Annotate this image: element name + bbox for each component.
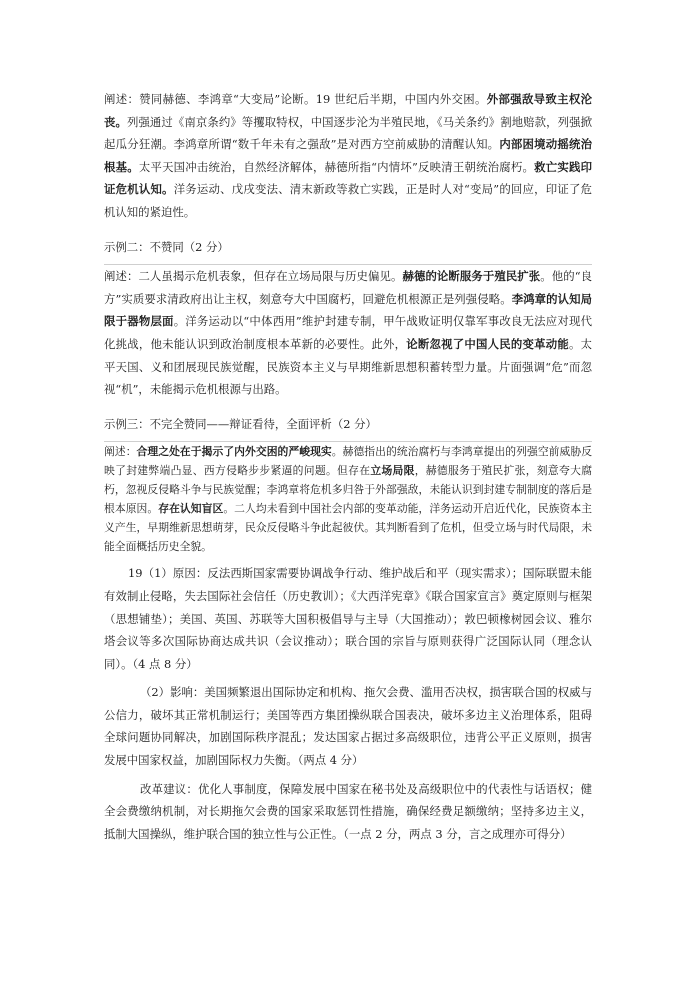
example-3-explanation: [104, 442, 592, 556]
text-run: 洋务运动、戊戌变法、清末新政等救亡实践，正是时人对“变局”的回应，印证了危机认知的紧迫性。: [104, 182, 592, 219]
example-3-heading: 示例三：不完全赞同——辩证看待，全面评析（2 分）: [104, 416, 377, 431]
key-point: 论断忽视了中国人民的变革动能: [406, 336, 569, 351]
example-1-explanation: [104, 88, 592, 224]
text-run: 。太平天国、义和团展现民族觉醒，民族资本主义与早期维新思想积蓄转型力量。片面强调“危”而忽视“机”，未能揭示危机根源与出路。: [104, 336, 592, 397]
q19-part1-answer: 19（1）原因：反法西斯国家需要协调战争行动、维护战后和平（现实需求）；国际联盟未能有效制止侵略，失去国际社会信任（历史教训）；《大西洋宪章》《联合国家宣言》奠定原则与框架（思想铺垫）；美国、英国、苏联等大国积极倡导与主导（大国推动）；敦巴顿橡树园会议、雅尔塔会议等多次国际协商达成共识（会议推动）；联合国的宗旨与原则获得广泛国际认同（理念认同）。（4 点 8 分）: [104, 566, 592, 671]
text-run: 太平天国冲击统治，自然经济解体，赫德所指“内情坏”反映清王朝统治腐朽。: [138, 159, 535, 174]
q19-part2-answer: （2）影响：美国频繁退出国际协定和机构、拖欠会费、滥用否决权，损害联合国的权威与公信力，破坏其正常机制运行；美国等西方集团操纵联合国表决，破坏多边主义治理体系，阻碍全球问题协同解决，加剧国际秩序混乱；发达国家占据过多高级职位，违背公平正义原则，损害发展中国家权益，加剧国际权力失衡。（两点 4 分）: [104, 685, 592, 768]
key-point: 内部困境动摇统治根基。: [104, 137, 592, 174]
text-run: 。二人均未看到中国社会内部的变革动能，洋务运动开启近代化，民族资本主义产生，早期维新思想萌芽，民众反侵略斗争此起彼伏。其判断看到了危机，但受立场与时代局限，未能全面概括历史全貌。: [104, 502, 593, 554]
text-run: 。赫德指出的统治腐朽与李鸿章提出的列强空前威胁反映了封建弊端凸显、西方侵略步步紧逼的问题。但存在: [104, 445, 593, 478]
text-run: 阐述：赞同赫德、李鸿章“大变局”论断。19 世纪后半期，中国内外交困。: [104, 92, 487, 106]
text-run: 列强通过《南京条约》等攫取特权，中国逐步沦为半殖民地，《马关条约》割地赔款，列强掀起瓜分狂潮。李鸿章所谓“数千年未有之强敌”是对西方空前威胁的清醒认知。: [104, 114, 592, 152]
key-point: 救亡实践印证危机认知。: [104, 159, 592, 197]
example-2-explanation: [104, 265, 592, 401]
key-point: 赫德的论断服务于殖民扩张: [402, 269, 541, 284]
text-run: 。他的“良方”实质要求清政府出让主权，刻意夸大中国腐朽，回避危机根源正是列强侵略。: [104, 269, 592, 306]
text-run: 阐述：二人虽揭示危机表象，但存在立场局限与历史偏见。: [104, 269, 403, 284]
key-point: 李鸿章的认知局限于器物层面: [104, 291, 592, 329]
key-point: 外部强敌导致主权沦丧。: [104, 92, 592, 129]
key-point: 合理之处在于揭示了内外交困的严峻现实: [136, 445, 332, 459]
answer-content: [104, 88, 592, 845]
key-point: 立场局限: [370, 464, 415, 478]
key-point: 存在认知盲区: [158, 502, 224, 516]
text-run: 。洋务运动以“中体西用”维护封建专制，甲午战败证明仅靠军事改良无法应对现代化挑战，他未能认识到政治制度根本革新的必要性。此外，: [104, 314, 592, 351]
text-run: ，赫德服务于殖民扩张，刻意夸大腐朽，忽视反侵略斗争与民族觉醒；李鸿章将危机多归咎于外部强敌，未能认识到封建专制制度的落后是根本原因。: [104, 464, 592, 516]
example-2-heading: 示例二：不赞同（2 分）: [104, 239, 229, 254]
text-run: 阐述：: [104, 445, 137, 459]
q19-reform-suggestions: 改革建议：优化人事制度，保障发展中国家在秘书处及高级职位中的代表性与话语权；健全会费缴纳机制，对长期拖欠会费的国家采取惩罚性措施，确保经费足额缴纳；坚持多边主义，抵制大国操纵，维护联合国的独立性与公正性。（一点 2 分，两点 3 分，言之成理亦可得分）: [104, 781, 592, 841]
